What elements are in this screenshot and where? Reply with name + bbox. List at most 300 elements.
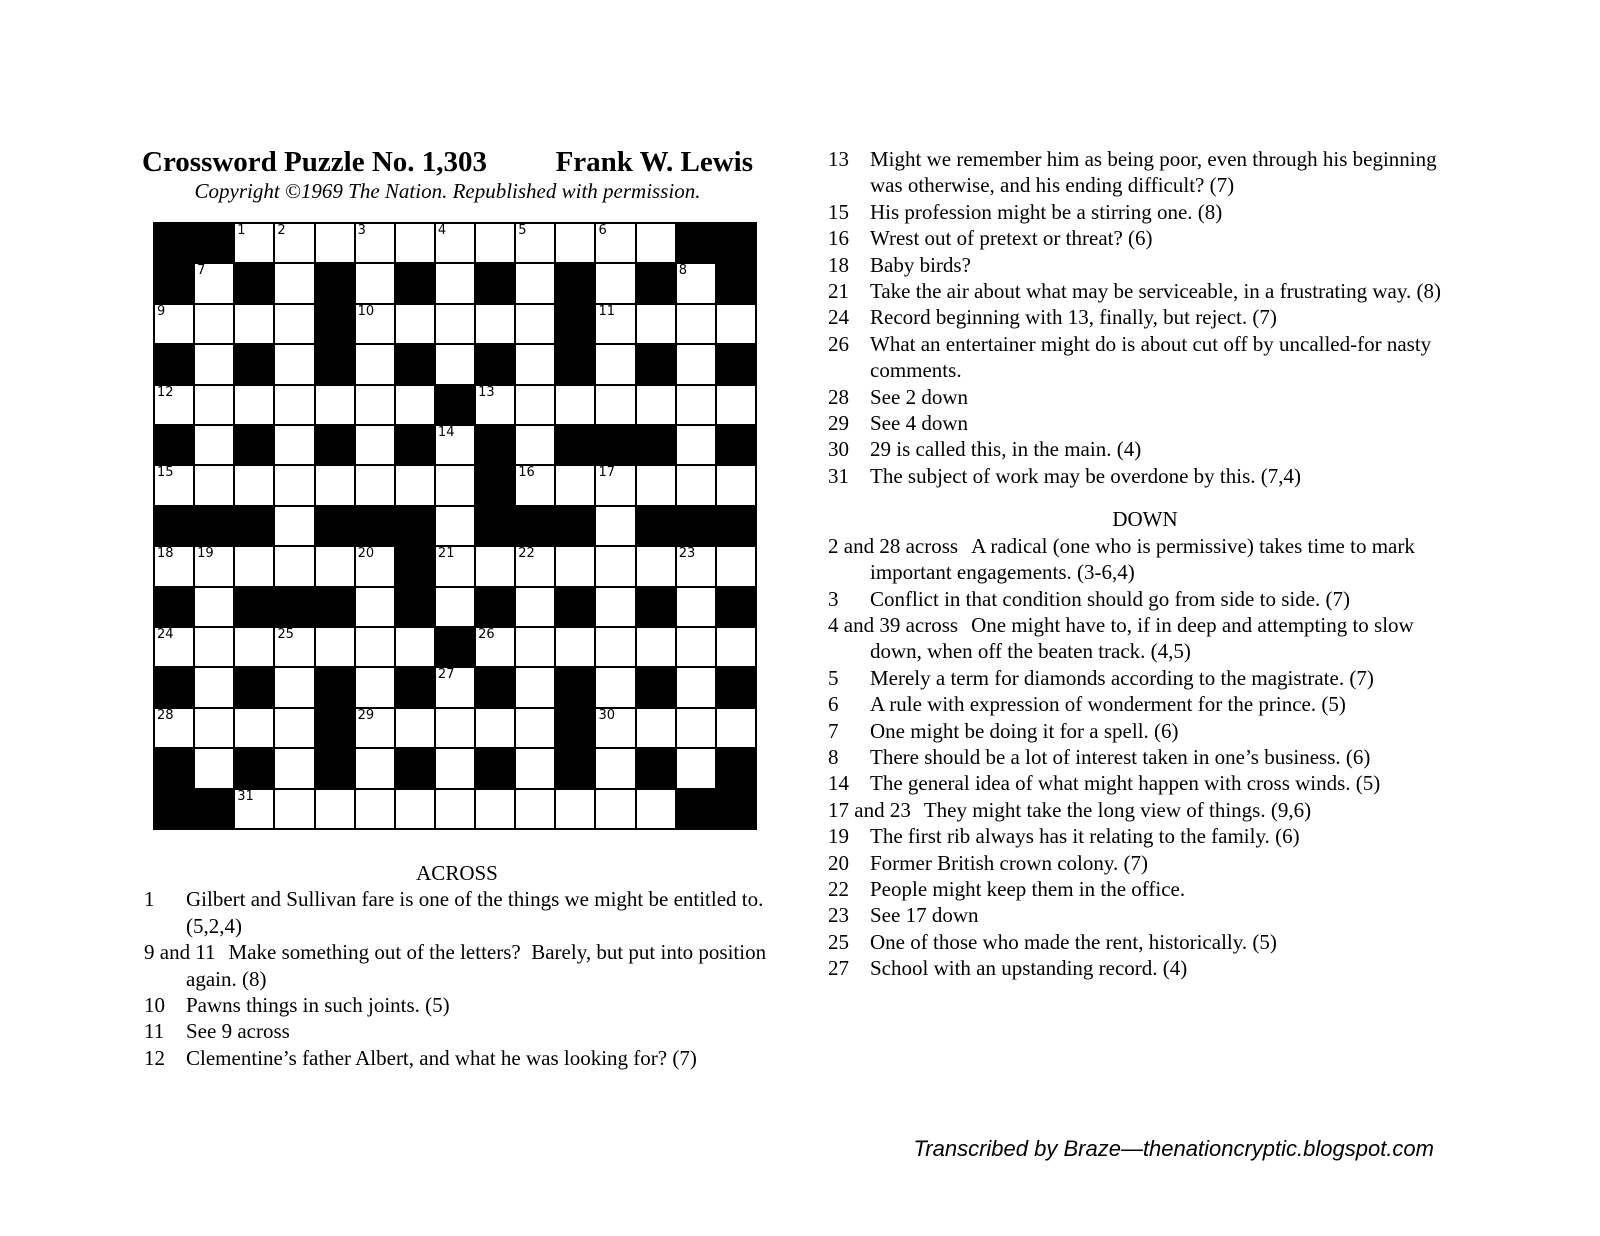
grid-cell[interactable] xyxy=(436,749,474,787)
clue-number: 13 xyxy=(828,147,849,171)
clue-text: Wrest out of pretext or threat? (6) xyxy=(870,226,1153,251)
clue-29 xyxy=(828,410,1462,436)
grid-cell[interactable] xyxy=(476,547,514,585)
grid-cell-black xyxy=(396,264,434,302)
grid-cell[interactable] xyxy=(476,628,514,666)
grid-cell-black xyxy=(476,749,514,787)
grid-cell[interactable] xyxy=(596,628,634,666)
across-section xyxy=(144,860,770,1071)
grid-cell[interactable] xyxy=(556,466,594,504)
grid-cell[interactable] xyxy=(195,749,233,787)
grid-cell[interactable] xyxy=(637,305,675,343)
cell-number: 12 xyxy=(157,384,174,400)
grid-cell[interactable] xyxy=(516,264,554,302)
cell-number: 10 xyxy=(357,303,375,319)
grid-cell[interactable] xyxy=(155,466,193,504)
clue-text: The general idea of what might happen with cross winds. (5) xyxy=(870,771,1381,796)
cell-number: 11 xyxy=(598,303,615,319)
grid-cell[interactable] xyxy=(516,305,554,343)
grid-cell[interactable] xyxy=(596,588,634,626)
grid-cell-black xyxy=(717,345,755,383)
grid-cell[interactable] xyxy=(596,547,634,585)
grid-cell[interactable] xyxy=(677,547,715,585)
clue-20 xyxy=(828,850,1462,876)
clue-number: 1 xyxy=(144,887,155,912)
grid-cell[interactable] xyxy=(637,628,675,666)
grid-cell[interactable] xyxy=(436,466,474,504)
grid-cell[interactable] xyxy=(516,628,554,666)
grid-cell-black xyxy=(235,507,273,545)
grid-cell[interactable] xyxy=(436,224,474,262)
grid-cell[interactable] xyxy=(356,790,394,828)
grid-cell-black xyxy=(556,507,594,545)
grid-cell[interactable] xyxy=(235,466,273,504)
clue-number: 17 and 23 xyxy=(828,797,911,822)
grid-cell[interactable] xyxy=(436,790,474,828)
grid-cell-black xyxy=(396,588,434,626)
grid-cell[interactable] xyxy=(637,466,675,504)
grid-cell[interactable] xyxy=(596,668,634,706)
grid-cell[interactable] xyxy=(596,507,634,545)
grid-cell[interactable] xyxy=(316,224,354,262)
grid-cell[interactable] xyxy=(436,709,474,747)
grid-cell[interactable] xyxy=(436,264,474,302)
cell-number: 18 xyxy=(157,546,174,562)
grid-cell[interactable] xyxy=(637,709,675,747)
grid-cell-black xyxy=(556,668,594,706)
grid-cell[interactable] xyxy=(195,628,233,666)
grid-cell-black xyxy=(396,547,434,585)
grid-cell[interactable] xyxy=(516,345,554,383)
grid-cell-black xyxy=(155,264,193,302)
clue-text: See 4 down xyxy=(870,411,968,436)
across-clues-left xyxy=(144,886,770,1071)
clue-number: 24 xyxy=(828,305,849,330)
clue-1 xyxy=(144,886,770,939)
clue-text: There should be a lot of interest taken in one’s business. (6) xyxy=(870,744,1371,769)
clue-text: People might keep them in the office. xyxy=(870,876,1186,901)
clue-text: Clementine’s father Albert, and what he was looking for? (7) xyxy=(186,1045,697,1070)
grid-cell[interactable] xyxy=(516,386,554,424)
grid-cell-black xyxy=(717,426,755,464)
grid-cell[interactable] xyxy=(717,547,755,585)
cell-number: 8 xyxy=(678,263,687,279)
grid-cell[interactable] xyxy=(396,466,434,504)
grid-cell[interactable] xyxy=(677,709,715,747)
grid-cell-black xyxy=(596,426,634,464)
clue-16 xyxy=(828,225,1462,251)
grid-cell[interactable] xyxy=(195,426,233,464)
grid-cell[interactable] xyxy=(436,345,474,383)
grid-cell[interactable] xyxy=(275,628,313,666)
grid-cell[interactable] xyxy=(356,386,394,424)
grid-cell[interactable] xyxy=(436,588,474,626)
grid-cell[interactable] xyxy=(356,668,394,706)
clue-number: 19 xyxy=(828,824,849,849)
grid-cell[interactable] xyxy=(235,790,273,828)
title-row xyxy=(142,147,753,177)
clue-number: 9 and 11 xyxy=(144,940,216,965)
grid-cell-black xyxy=(556,305,594,343)
clue-text: A radical (one who is permissive) takes time to mark important engagements. (3-6,4) xyxy=(870,533,1421,585)
grid-cell[interactable] xyxy=(195,709,233,747)
grid-cell[interactable] xyxy=(275,264,313,302)
grid-cell[interactable] xyxy=(596,264,634,302)
clue-text: One of those who made the rent, historically. (5) xyxy=(870,929,1277,954)
cell-number: 17 xyxy=(598,465,615,481)
grid-cell[interactable] xyxy=(155,547,193,585)
grid-cell[interactable] xyxy=(155,709,193,747)
clue-15 xyxy=(828,199,1462,225)
grid-cell[interactable] xyxy=(677,466,715,504)
grid-cell-black xyxy=(155,790,193,828)
grid-cell[interactable] xyxy=(637,386,675,424)
clue-text: School with an upstanding record. (4) xyxy=(870,956,1188,981)
grid-cell[interactable] xyxy=(396,790,434,828)
grid-cell[interactable] xyxy=(677,668,715,706)
grid-cell[interactable] xyxy=(596,466,634,504)
grid-cell[interactable] xyxy=(436,547,474,585)
grid-cell[interactable] xyxy=(356,749,394,787)
cell-number: 7 xyxy=(197,263,206,279)
grid-cell-black xyxy=(476,588,514,626)
grid-cell[interactable] xyxy=(356,305,394,343)
grid-cell[interactable] xyxy=(195,386,233,424)
clue-text: What an entertainer might do is about cut off by uncalled-for nasty comments. xyxy=(870,331,1437,383)
clue-22 xyxy=(828,876,1462,902)
clue-text: The first rib always has it relating to the family. (6) xyxy=(870,824,1300,849)
grid-cell[interactable] xyxy=(516,588,554,626)
grid-cell[interactable] xyxy=(235,305,273,343)
grid-cell[interactable] xyxy=(275,386,313,424)
grid-cell-black xyxy=(637,668,675,706)
cell-number: 24 xyxy=(157,627,174,642)
cell-number: 15 xyxy=(157,465,174,481)
grid-cell[interactable] xyxy=(637,790,675,828)
clue-number: 8 xyxy=(828,744,839,769)
clue-text: Record beginning with 13, finally, but reject. (7) xyxy=(870,305,1277,330)
grid-cell-black xyxy=(516,507,554,545)
grid-cell[interactable] xyxy=(476,790,514,828)
grid-cell-black xyxy=(316,749,354,787)
grid-cell[interactable] xyxy=(396,386,434,424)
grid-cell-black xyxy=(436,628,474,666)
clue-text: Baby birds? xyxy=(870,252,971,277)
grid-cell[interactable] xyxy=(275,709,313,747)
clue-26 xyxy=(828,331,1462,384)
cell-number: 28 xyxy=(157,707,174,723)
clue-number: 16 xyxy=(828,226,849,251)
grid-cell[interactable] xyxy=(717,305,755,343)
grid-cell[interactable] xyxy=(556,224,594,262)
grid-cell[interactable] xyxy=(155,628,193,666)
clue-5 xyxy=(828,665,1462,691)
clue-number: 29 xyxy=(828,411,849,436)
grid-cell[interactable] xyxy=(195,305,233,343)
grid-cell[interactable] xyxy=(316,547,354,585)
grid-cell[interactable] xyxy=(677,749,715,787)
clue-text: See 17 down xyxy=(870,903,979,928)
clue-text: The subject of work may be overdone by this. (7,4) xyxy=(870,463,1301,488)
grid-cell[interactable] xyxy=(275,466,313,504)
grid-cell[interactable] xyxy=(476,305,514,343)
grid-cell-black xyxy=(396,749,434,787)
grid-cell-black xyxy=(556,749,594,787)
grid-cell[interactable] xyxy=(396,709,434,747)
grid-cell[interactable] xyxy=(717,709,755,747)
across-heading: ACROSS xyxy=(416,861,498,885)
clue-14 xyxy=(828,770,1462,796)
grid-cell-black xyxy=(476,345,514,383)
grid-cell[interactable] xyxy=(356,426,394,464)
grid-cell[interactable] xyxy=(356,709,394,747)
grid-cell[interactable] xyxy=(596,709,634,747)
grid-cell[interactable] xyxy=(275,426,313,464)
grid-cell[interactable] xyxy=(677,345,715,383)
grid-cell[interactable] xyxy=(235,386,273,424)
grid-cell[interactable] xyxy=(235,547,273,585)
down-heading: DOWN xyxy=(1112,507,1178,532)
clue-8 xyxy=(828,744,1462,770)
cell-number: 5 xyxy=(518,223,527,238)
grid-cell[interactable] xyxy=(316,790,354,828)
grid-cell[interactable] xyxy=(516,668,554,706)
grid-cell-black xyxy=(476,426,514,464)
clue-23 xyxy=(828,902,1462,928)
grid-cell[interactable] xyxy=(717,628,755,666)
clue-number: 22 xyxy=(828,876,849,901)
grid-cell[interactable] xyxy=(195,264,233,302)
grid-cell[interactable] xyxy=(637,224,675,262)
clue-19 xyxy=(828,823,1462,849)
clue-text: His profession might be a stirring one. (8) xyxy=(870,199,1223,224)
grid-cell[interactable] xyxy=(436,305,474,343)
grid-cell-black xyxy=(476,507,514,545)
clue-number: 7 xyxy=(828,718,839,743)
grid-cell[interactable] xyxy=(596,790,634,828)
grid-cell[interactable] xyxy=(436,507,474,545)
clue-number: 6 xyxy=(828,692,839,717)
grid-cell[interactable] xyxy=(596,749,634,787)
grid-cell[interactable] xyxy=(356,547,394,585)
clue-text: Conflict in that condition should go from side to side. (7) xyxy=(870,586,1351,611)
grid-cell[interactable] xyxy=(275,668,313,706)
right-column xyxy=(828,146,1462,982)
grid-cell-black xyxy=(637,507,675,545)
grid-cell-black xyxy=(316,588,354,626)
grid-cell-black xyxy=(235,668,273,706)
clue-number: 2 and 28 across xyxy=(828,533,959,558)
clue-number: 20 xyxy=(828,850,849,875)
grid-cell[interactable] xyxy=(436,668,474,706)
grid-cell[interactable] xyxy=(596,305,634,343)
grid-cell-black xyxy=(717,668,755,706)
grid-cell[interactable] xyxy=(235,628,273,666)
grid-cell[interactable] xyxy=(195,345,233,383)
cell-number: 21 xyxy=(437,546,455,562)
grid-cell-black xyxy=(235,588,273,626)
grid-cell[interactable] xyxy=(275,749,313,787)
grid-cell[interactable] xyxy=(195,668,233,706)
grid-cell-black xyxy=(195,224,233,262)
clue-7 xyxy=(828,718,1462,744)
cell-number: 13 xyxy=(478,384,495,400)
grid-cell[interactable] xyxy=(516,466,554,504)
grid-cell[interactable] xyxy=(436,426,474,464)
grid-cell[interactable] xyxy=(596,224,634,262)
grid-cell[interactable] xyxy=(556,547,594,585)
grid-cell[interactable] xyxy=(356,466,394,504)
grid-cell-black xyxy=(155,588,193,626)
clue-text: Pawns things in such joints. (5) xyxy=(186,993,450,1018)
cell-number: 26 xyxy=(478,627,495,642)
grid-cell[interactable] xyxy=(476,386,514,424)
clue-number: 27 xyxy=(828,956,849,981)
clue-text: Make something out of the letters? Barely, but put into position again. (8) xyxy=(186,940,772,991)
grid-cell-black xyxy=(235,749,273,787)
clue-6 xyxy=(828,691,1462,717)
grid-cell[interactable] xyxy=(556,628,594,666)
clue-text: Former British crown colony. (7) xyxy=(870,850,1149,875)
grid-cell[interactable] xyxy=(155,386,193,424)
grid-cell-black xyxy=(476,668,514,706)
grid-cell-black xyxy=(436,386,474,424)
grid-cell[interactable] xyxy=(717,466,755,504)
grid-cell[interactable] xyxy=(476,224,514,262)
grid-cell[interactable] xyxy=(596,386,634,424)
cell-number: 1 xyxy=(237,223,246,238)
grid-cell[interactable] xyxy=(677,628,715,666)
grid-cell[interactable] xyxy=(195,547,233,585)
clue-24 xyxy=(828,304,1462,330)
grid-cell-black xyxy=(476,264,514,302)
grid-cell-black xyxy=(316,668,354,706)
cell-number: 14 xyxy=(437,425,455,440)
clue-11 xyxy=(144,1018,770,1044)
grid-cell[interactable] xyxy=(556,386,594,424)
grid-cell[interactable] xyxy=(316,628,354,666)
cell-number: 16 xyxy=(518,465,535,481)
clue-text: One might be doing it for a spell. (6) xyxy=(870,718,1179,743)
clue-3 xyxy=(828,586,1462,612)
grid-cell-black xyxy=(155,345,193,383)
grid-cell[interactable] xyxy=(516,709,554,747)
grid-cell[interactable] xyxy=(195,588,233,626)
grid-cell[interactable] xyxy=(235,224,273,262)
grid-cell[interactable] xyxy=(516,224,554,262)
grid-cell-black xyxy=(556,426,594,464)
clue-number: 11 xyxy=(144,1019,165,1044)
grid-cell[interactable] xyxy=(356,224,394,262)
cell-number: 6 xyxy=(598,223,607,238)
clue-number: 21 xyxy=(828,279,849,304)
grid-cell-black xyxy=(556,709,594,747)
grid-cell[interactable] xyxy=(275,547,313,585)
clue-30 xyxy=(828,436,1462,462)
grid-cell[interactable] xyxy=(396,224,434,262)
grid-cell[interactable] xyxy=(275,790,313,828)
copyright-line: Copyright ©1969 The Nation. Republished with permission. xyxy=(194,179,701,204)
cell-number: 4 xyxy=(437,223,447,238)
grid-cell[interactable] xyxy=(677,588,715,626)
grid-cell[interactable] xyxy=(356,628,394,666)
grid-cell[interactable] xyxy=(476,709,514,747)
grid-cell-black xyxy=(396,426,434,464)
clue-text: Take the air about what may be serviceable, in a frustrating way. (8) xyxy=(870,279,1441,304)
grid-cell[interactable] xyxy=(316,466,354,504)
clue-number: 5 xyxy=(828,665,839,690)
grid-cell[interactable] xyxy=(717,386,755,424)
grid-cell-black xyxy=(356,507,394,545)
grid-cell[interactable] xyxy=(677,264,715,302)
grid-cell[interactable] xyxy=(356,345,394,383)
grid-cell[interactable] xyxy=(275,507,313,545)
grid-cell[interactable] xyxy=(396,305,434,343)
clue-27 xyxy=(828,955,1462,981)
clue-text: A rule with expression of wonderment for the prince. (5) xyxy=(870,692,1346,717)
grid-cell[interactable] xyxy=(516,547,554,585)
grid-cell[interactable] xyxy=(677,386,715,424)
grid-cell[interactable] xyxy=(516,749,554,787)
grid-cell-black xyxy=(637,426,675,464)
title-block xyxy=(142,147,753,204)
grid-cell-black xyxy=(235,264,273,302)
grid-cell[interactable] xyxy=(637,547,675,585)
clue-text: Might we remember him as being poor, even through his beginning was otherwise, and his ending difficult? (7) xyxy=(870,147,1442,198)
grid-cell[interactable] xyxy=(275,305,313,343)
clue-13 xyxy=(828,146,1462,199)
grid-cell[interactable] xyxy=(356,588,394,626)
clue-text: Gilbert and Sullivan fare is one of the things we might be entitled to. (5,2,4) xyxy=(186,887,769,938)
grid-cell[interactable] xyxy=(677,305,715,343)
grid-cell[interactable] xyxy=(316,386,354,424)
cell-number: 31 xyxy=(237,788,254,804)
clue-number: 28 xyxy=(828,384,849,409)
grid-cell-black xyxy=(155,668,193,706)
grid-cell[interactable] xyxy=(275,345,313,383)
cell-number: 2 xyxy=(277,223,286,238)
clue-number: 26 xyxy=(828,331,849,356)
grid-cell-black xyxy=(396,507,434,545)
grid-cell-black xyxy=(556,588,594,626)
grid-cell-black xyxy=(316,345,354,383)
grid-cell[interactable] xyxy=(677,426,715,464)
grid-cell[interactable] xyxy=(195,466,233,504)
clue-number: 25 xyxy=(828,929,849,954)
grid-cell-black xyxy=(717,790,755,828)
grid-cell-black xyxy=(316,264,354,302)
clue-number: 14 xyxy=(828,771,849,796)
grid-cell[interactable] xyxy=(356,264,394,302)
across-clues-continued xyxy=(828,146,1462,489)
clue-number: 30 xyxy=(828,437,849,462)
grid-cell-black xyxy=(316,507,354,545)
clue-text: One might have to, if in deep and attempting to slow down, when off the beaten track. (4,5) xyxy=(870,612,1419,664)
grid-cell[interactable] xyxy=(235,709,273,747)
grid-cell-black xyxy=(155,224,193,262)
grid-cell-black xyxy=(637,345,675,383)
cell-number: 29 xyxy=(357,707,375,723)
grid-cell[interactable] xyxy=(155,305,193,343)
grid-cell[interactable] xyxy=(396,628,434,666)
grid-cell[interactable] xyxy=(516,426,554,464)
grid-cell[interactable] xyxy=(556,790,594,828)
grid-cell[interactable] xyxy=(275,224,313,262)
grid-cell-black xyxy=(637,588,675,626)
grid-cell[interactable] xyxy=(516,790,554,828)
grid-cell[interactable] xyxy=(596,345,634,383)
crossword-grid[interactable] xyxy=(153,222,757,830)
